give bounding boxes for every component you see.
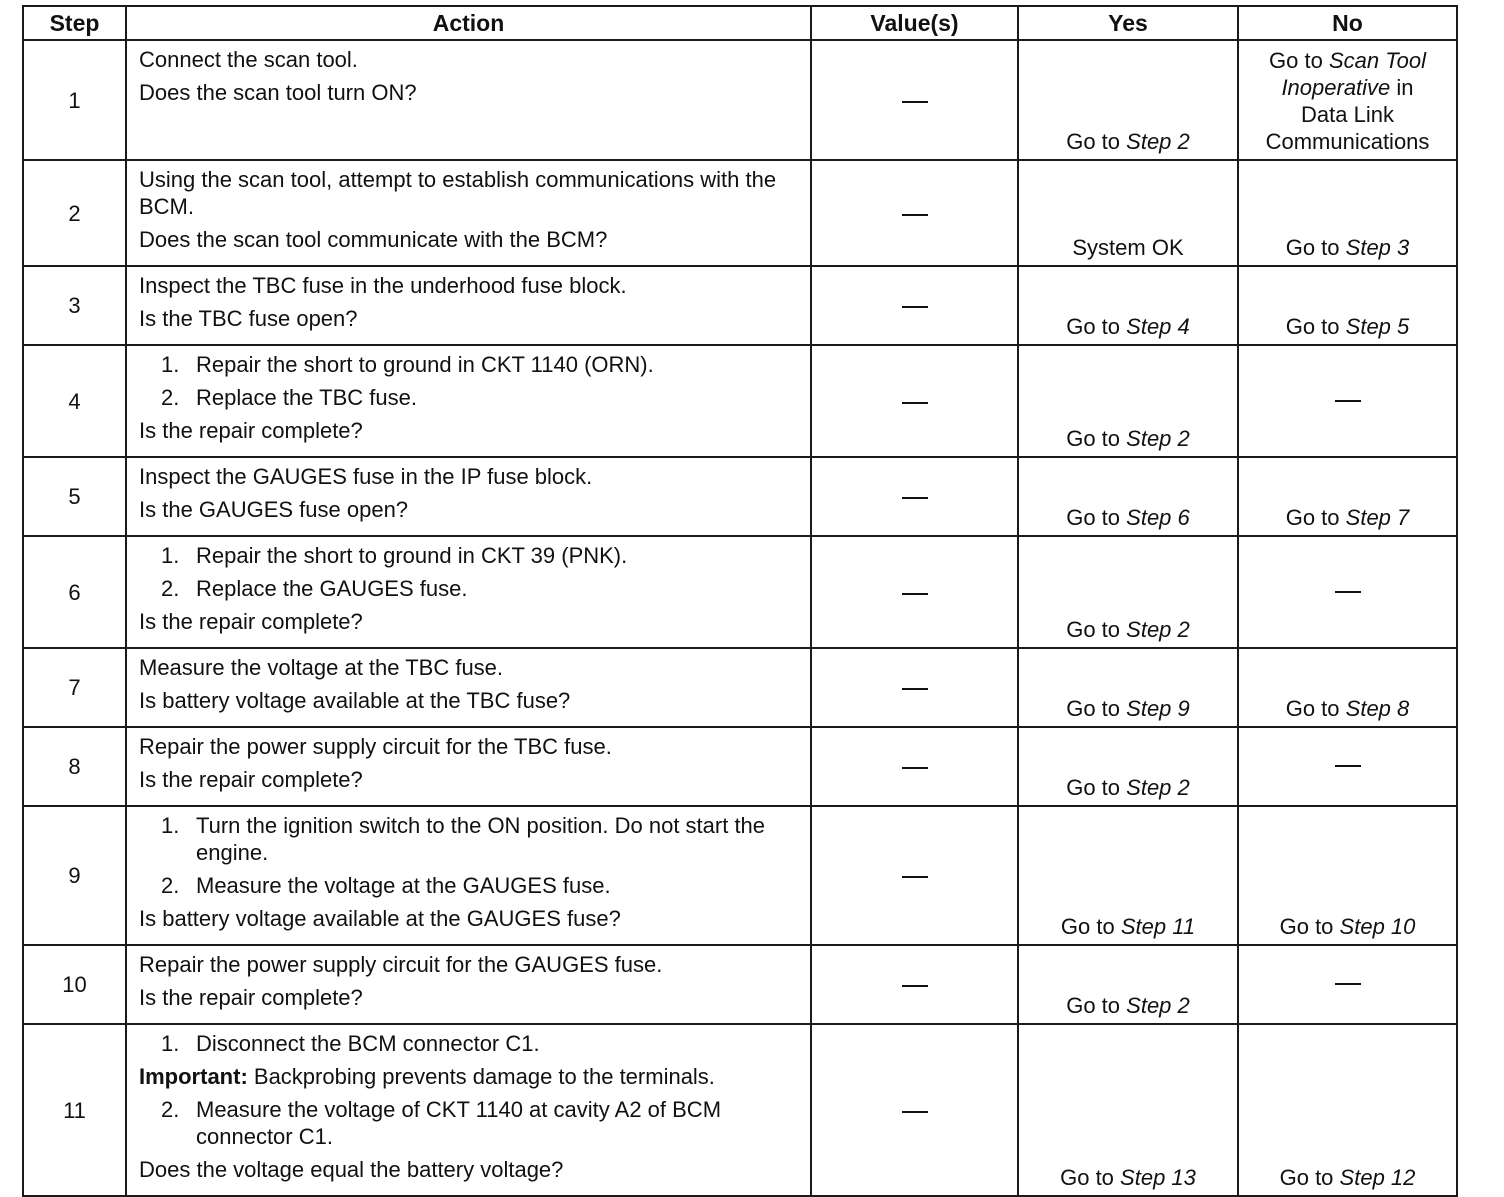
in-text: in <box>1396 75 1414 100</box>
no-cell <box>1238 345 1457 457</box>
step-link[interactable]: Step 2 <box>1126 775 1190 800</box>
item-number: 1. <box>161 813 180 838</box>
dash-mark <box>902 101 928 103</box>
action-text: Using the scan tool, attempt to establish communications with the BCM. <box>139 167 777 219</box>
go-to-text: Go to <box>1279 1165 1334 1190</box>
dash-mark <box>902 985 928 987</box>
table-row <box>23 727 1457 806</box>
action-cell <box>126 536 811 648</box>
item-number: 1. <box>161 352 180 377</box>
important-label: Important: <box>139 1064 248 1089</box>
header-action: Action <box>126 6 811 40</box>
value-cell <box>811 266 1018 345</box>
numbered-item <box>161 1030 800 1057</box>
table-row <box>23 40 1457 160</box>
value-cell <box>811 945 1018 1024</box>
go-to-text: Go to <box>1060 914 1115 939</box>
numbered-item <box>161 872 800 899</box>
action-question: Is the repair complete? <box>139 985 363 1010</box>
item-text: Turn the ignition switch to the ON position. Do not start the engine. <box>196 813 766 865</box>
no-cell <box>1238 40 1457 160</box>
value-cell <box>811 536 1018 648</box>
action-text: Connect the scan tool. <box>139 47 358 72</box>
header-step: Step <box>23 6 126 40</box>
dash-mark <box>1335 983 1361 985</box>
dash-mark <box>902 593 928 595</box>
go-to-text: Go to <box>1066 426 1121 451</box>
action-text: Inspect the GAUGES fuse in the IP fuse block. <box>139 464 593 489</box>
action-cell <box>126 345 811 457</box>
yes-cell <box>1018 945 1238 1024</box>
action-text: Inspect the TBC fuse in the underhood fuse block. <box>139 273 627 298</box>
numbered-item <box>161 542 800 569</box>
step-number: 11 <box>23 1024 126 1196</box>
action-question: Is the TBC fuse open? <box>139 306 358 331</box>
step-link[interactable]: Step 8 <box>1345 696 1410 721</box>
item-number: 2. <box>161 385 180 410</box>
no-cell <box>1238 160 1457 266</box>
table-row <box>23 457 1457 536</box>
go-to-text: Go to <box>1285 696 1340 721</box>
no-cell <box>1238 806 1457 945</box>
go-to-text: Go to <box>1066 993 1121 1018</box>
table-row <box>23 945 1457 1024</box>
action-question: Is battery voltage available at the GAUGES fuse? <box>139 906 621 931</box>
step-number: 10 <box>23 945 126 1024</box>
table-row <box>23 536 1457 648</box>
action-cell <box>126 727 811 806</box>
go-to-text: Go to <box>1285 314 1340 339</box>
item-text: Disconnect the BCM connector C1. <box>196 1031 540 1056</box>
step-link[interactable]: Step 13 <box>1120 1165 1196 1190</box>
step-link[interactable]: Step 4 <box>1126 314 1190 339</box>
numbered-item <box>161 575 800 602</box>
no-cell <box>1238 648 1457 727</box>
header-no: No <box>1238 6 1457 40</box>
item-text: Replace the TBC fuse. <box>196 385 417 410</box>
no-cell <box>1238 536 1457 648</box>
dash-mark <box>902 767 928 769</box>
go-to-text: Go to <box>1279 914 1334 939</box>
important-note <box>139 1063 800 1090</box>
action-question: Does the voltage equal the battery voltage? <box>139 1157 564 1182</box>
action-question: Is battery voltage available at the TBC fuse? <box>139 688 571 713</box>
action-text: Repair the power supply circuit for the TBC fuse. <box>139 734 612 759</box>
item-text: Replace the GAUGES fuse. <box>196 576 468 601</box>
step-link[interactable]: Step 6 <box>1126 505 1190 530</box>
step-link[interactable]: Step 2 <box>1126 617 1190 642</box>
item-number: 1. <box>161 1031 180 1056</box>
action-question: Does the scan tool communicate with the BCM? <box>139 227 608 252</box>
value-cell <box>811 806 1018 945</box>
header-row <box>23 6 1457 40</box>
action-cell <box>126 457 811 536</box>
action-text: Repair the power supply circuit for the GAUGES fuse. <box>139 952 663 977</box>
table-row <box>23 160 1457 266</box>
dash-mark <box>902 214 928 216</box>
step-link[interactable]: Step 2 <box>1126 129 1190 154</box>
go-to-text: Go to <box>1066 775 1121 800</box>
table-row <box>23 1024 1457 1196</box>
item-text: Repair the short to ground in CKT 39 (PNK). <box>196 543 628 568</box>
important-text: Backprobing prevents damage to the terminals. <box>253 1064 715 1089</box>
dash-mark <box>1335 591 1361 593</box>
table-row <box>23 345 1457 457</box>
action-text: Measure the voltage at the TBC fuse. <box>139 655 504 680</box>
value-cell <box>811 160 1018 266</box>
table-row <box>23 806 1457 945</box>
yes-cell <box>1018 727 1238 806</box>
dash-mark <box>902 306 928 308</box>
action-cell <box>126 266 811 345</box>
go-to-text: Go to <box>1066 617 1121 642</box>
step-number: 6 <box>23 536 126 648</box>
step-number: 5 <box>23 457 126 536</box>
value-cell <box>811 457 1018 536</box>
step-link[interactable]: Step 9 <box>1126 696 1190 721</box>
dash-mark <box>1335 400 1361 402</box>
action-cell <box>126 160 811 266</box>
no-cell <box>1238 727 1457 806</box>
go-to-text: Go to <box>1285 505 1340 530</box>
item-number: 2. <box>161 873 180 898</box>
item-number: 1. <box>161 543 180 568</box>
table-row <box>23 266 1457 345</box>
scan-tool-inoperative-link[interactable]: Scan Tool Inoperative <box>1281 48 1426 100</box>
go-to-text: Go to <box>1066 129 1121 154</box>
go-to-text: Go to <box>1066 505 1121 530</box>
dash-mark <box>902 402 928 404</box>
yes-cell <box>1018 806 1238 945</box>
step-number: 8 <box>23 727 126 806</box>
go-to-text: Go to <box>1269 48 1323 73</box>
step-number: 9 <box>23 806 126 945</box>
value-cell <box>811 40 1018 160</box>
step-link[interactable]: Step 2 <box>1126 426 1190 451</box>
action-cell <box>126 648 811 727</box>
numbered-item <box>161 351 800 378</box>
step-number: 3 <box>23 266 126 345</box>
step-link[interactable]: Step 5 <box>1345 314 1410 339</box>
dash-mark <box>1335 765 1361 767</box>
dash-mark <box>902 1111 928 1113</box>
yes-cell <box>1018 648 1238 727</box>
yes-cell <box>1018 1024 1238 1196</box>
yes-cell <box>1018 40 1238 160</box>
go-to-text: Go to <box>1285 235 1340 260</box>
action-question: Is the repair complete? <box>139 609 363 634</box>
action-cell <box>126 945 811 1024</box>
yes-cell <box>1018 266 1238 345</box>
no-cell <box>1238 945 1457 1024</box>
item-text: Measure the voltage at the GAUGES fuse. <box>196 873 611 898</box>
step-number: 4 <box>23 345 126 457</box>
item-number: 2. <box>161 1097 180 1122</box>
value-cell <box>811 345 1018 457</box>
yes-cell <box>1018 457 1238 536</box>
table-row <box>23 648 1457 727</box>
go-to-text: Go to <box>1066 696 1121 721</box>
numbered-item <box>161 1096 800 1150</box>
step-number: 7 <box>23 648 126 727</box>
yes-cell <box>1018 345 1238 457</box>
diagnostic-table <box>22 5 1458 1197</box>
step-link[interactable]: Step 3 <box>1345 235 1410 260</box>
item-number: 2. <box>161 576 180 601</box>
header-yes: Yes <box>1018 6 1238 40</box>
step-link[interactable]: Step 12 <box>1339 1165 1416 1190</box>
item-text: Measure the voltage of CKT 1140 at cavity A2 of BCM connector C1. <box>196 1097 722 1149</box>
step-number: 1 <box>23 40 126 160</box>
value-cell <box>811 727 1018 806</box>
item-text: Repair the short to ground in CKT 1140 (ORN). <box>196 352 654 377</box>
dash-mark <box>902 876 928 878</box>
dash-mark <box>902 688 928 690</box>
step-link[interactable]: Step 2 <box>1126 993 1190 1018</box>
yes-cell <box>1018 536 1238 648</box>
numbered-item <box>161 812 800 866</box>
action-question: Is the repair complete? <box>139 418 363 443</box>
numbered-item <box>161 384 800 411</box>
no-cell <box>1238 266 1457 345</box>
action-cell <box>126 1024 811 1196</box>
step-link[interactable]: Step 7 <box>1345 505 1410 530</box>
action-question: Is the GAUGES fuse open? <box>139 497 409 522</box>
value-cell <box>811 648 1018 727</box>
step-number: 2 <box>23 160 126 266</box>
action-question: Does the scan tool turn ON? <box>139 80 417 105</box>
data-link-communications-text: Data Link Communications <box>1265 102 1430 154</box>
step-link[interactable]: Step 11 <box>1120 914 1196 939</box>
yes-cell: System OK <box>1018 160 1238 266</box>
header-values: Value(s) <box>811 6 1018 40</box>
go-to-text: Go to <box>1060 1165 1114 1190</box>
value-cell <box>811 1024 1018 1196</box>
action-cell <box>126 40 811 160</box>
no-cell <box>1238 1024 1457 1196</box>
no-cell <box>1238 457 1457 536</box>
step-link[interactable]: Step 10 <box>1339 914 1416 939</box>
dash-mark <box>902 497 928 499</box>
go-to-text: Go to <box>1066 314 1121 339</box>
action-question: Is the repair complete? <box>139 767 363 792</box>
action-cell <box>126 806 811 945</box>
